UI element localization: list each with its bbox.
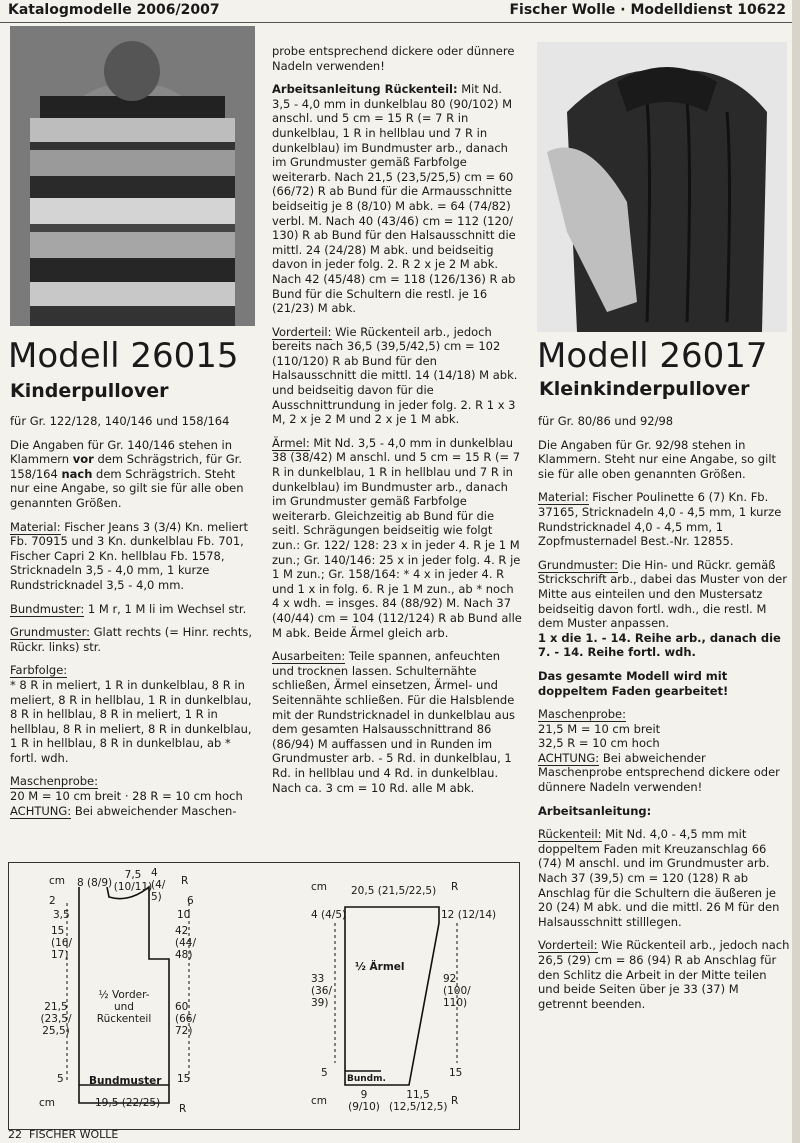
d2-l33: 33 (36/ 39) bbox=[311, 973, 332, 1009]
model2-note: Die Angaben für Gr. 92/98 stehen in Klammern. Steht nur eine Angabe, so gilt sie für alle oben genannten Größen. bbox=[538, 437, 777, 481]
model2-sizes: für Gr. 80/86 und 92/98 bbox=[538, 414, 674, 428]
model2-achtung: ACHTUNG: Bei abweichender Maschenprobe entsprechend dickere oder dünnere Nadeln verwenden! bbox=[538, 750, 780, 795]
model1-maschenprobe: Maschenprobe: bbox=[10, 774, 98, 789]
model1-note: Die Angaben für Gr. 140/146 stehen in Klammern vor dem Schrägstrich, für Gr. 158/164 nach dem Schrägstrich. Steht nur eine Angabe, so gilt sie für alle oben genannten Größen. bbox=[10, 437, 244, 510]
model2-maschen1: 21,5 M = 10 cm breit bbox=[538, 721, 661, 736]
model2-title: Modell 26017 bbox=[537, 336, 768, 376]
model2-column-right bbox=[538, 414, 790, 1020]
d2-r-bottom: R bbox=[451, 1095, 459, 1107]
d2-l4: 4 (4/5) bbox=[311, 909, 347, 921]
d2-piece-label: ½ Ärmel bbox=[355, 961, 405, 973]
d1-neck-height: 4 (4/ 5) bbox=[151, 867, 166, 903]
page-edge bbox=[792, 0, 800, 1143]
d1-piece-label: ½ Vorder- und Rückenteil bbox=[96, 989, 152, 1025]
model1-sizes: für Gr. 122/128, 140/146 und 158/164 bbox=[10, 414, 230, 428]
photo-kinderpullover bbox=[10, 26, 255, 326]
d1-r15: 15 bbox=[177, 1073, 191, 1085]
d2-band-label: Bundm. bbox=[347, 1074, 386, 1084]
model2-material: Material: Fischer Poulinette 6 (7) Kn. Fb. 37165, Stricknadeln 4,0 - 4,5 mm, 1 kurze Rundstricknadel 4,0 - 4,5 mm, 1 Zopfmusternadel Best.-Nr. 12855. bbox=[538, 490, 782, 549]
model2-reihe: 1 x die 1. - 14. Reihe arb., danach die 7. - 14. Reihe fortl. wdh. bbox=[538, 630, 781, 660]
d1-r42: 42 (44/ 48) bbox=[175, 925, 196, 961]
model2-grundmuster: Grundmuster: Die Hin- und Rückr. gemäß Strickschrift arb., dabei das Muster von der Mitte aus einteilen und den Mustersatz beidseitig davon fortl. wdh., die restl. M dem Muster anpassen. bbox=[538, 557, 787, 631]
d2-bottom-115: 11,5 (12,5/12,5) bbox=[389, 1089, 448, 1113]
model1-column-middle bbox=[272, 44, 522, 804]
d1-l215: 21,5 (23,5/ 25,5) bbox=[40, 1001, 72, 1037]
model1-rueckenteil: Arbeitsanleitung Rückenteil: Mit Nd. 3,5 - 4,0 mm in dunkelblau 80 (90/102) M anschl. und 5 cm = 15 R (= 7 R in dunkelblau, 1 R in hellblau und 7 R in dunkelblau) im Bundmuster arb., danach im Grundmuster gemäß Farbfolge weiterarb. Nach 21,5 (23,5/25,5) cm = 60 (66/72) R ab Bund für die Armausschnitte beidseitig je 8 (8/10) M abk. = 64 (74/82) verbl. M. Nach 40 (43/46) cm = 112 (120/ 130) R ab Bund für den Halsausschnitt die mittl. 24 (24/28) M abk. und beidseitig davon in jeder folg. 2. R 2 x je 2 M abk. Nach 42 (45/48) cm = 118 (126/136) R ab Bund für die Schultern die restl. je 16 (21/23) M abk. bbox=[272, 82, 516, 316]
d1-r-bottom: R bbox=[179, 1103, 187, 1115]
stripes bbox=[30, 96, 235, 326]
model1-subtitle: Kinderpullover bbox=[10, 380, 169, 402]
model1-aermel: Ärmel: Mit Nd. 3,5 - 4,0 mm in dunkelblau 38 (38/42) M anschl. und 5 cm = 15 R (= 7 R in dunkelblau, 1 R in hellblau und 7 R in dunkelblau) im Bundmuster arb., danach im Grundmuster gemäß Farbfolge weiterarb. Gleichzeitig ab Bund für die seitl. Schrägungen beidseitig wie folgt zun.: Gr. 122/ 128: 23 x in jeder 4. R je 1 M zun.; Gr. 140/146: 25 x in jeder folg. 4. R je 1 M zun.; Gr. 158/164: * 4 x in jeder 4. R und 1 x in folg. 6. R je 1 M zun., ab * noch 4 x wdh. = insges. 84 (88/92) M. Nach 37 (40/44) cm = 104 (112/124) R ab Bund alle M abk. Beide Ärmel gleich arb. bbox=[272, 435, 522, 640]
d1-l5: 5 bbox=[57, 1073, 64, 1085]
d1-cm-bottom: cm bbox=[39, 1097, 56, 1109]
model2-doppelt: Das gesamte Modell wird mit doppeltem Faden gearbeitet! bbox=[538, 668, 729, 698]
d2-r15: 15 bbox=[449, 1067, 463, 1079]
header-service: Fischer Wolle · Modelldienst 10622 bbox=[509, 2, 786, 18]
model1-ausarbeiten: Ausarbeiten: Teile spannen, anfeuchten und trocknen lassen. Schulternähte schließen, Ärmel einsetzen, Ärmel- und Seitennähte schließen. Für die Halsblende mit der Rundstricknadel in dunkelblau aus dem gesamten Halsausschnittrand 86 (86/94) M auffassen und in Runden im Grundmuster arb. - 5 Rd. in dunkelblau, 1 Rd. in hellblau und 4 Rd. in dunkelblau. Nach ca. 3 cm = 10 Rd. alle M abk. bbox=[272, 649, 515, 795]
model1-farbfolge: Farbfolge: bbox=[10, 663, 68, 678]
d1-band-label: Bundmuster bbox=[89, 1075, 162, 1087]
d2-bottom-9: 9 (9/10) bbox=[348, 1089, 380, 1113]
d1-neck-width: 7,5 (10/11) bbox=[113, 869, 153, 893]
d2-l5: 5 bbox=[321, 1067, 328, 1079]
model2-subtitle: Kleinkinderpullover bbox=[539, 378, 750, 400]
schematic-diagram-box bbox=[8, 862, 520, 1130]
model1-material: Material: Fischer Jeans 3 (3/4) Kn. meliert Fb. 70915 und 3 Kn. dunkelblau Fb. 701, Fischer Capri 2 Kn. hellblau Fb. 1578, Stricknadeln 3,5 - 4,0 mm, 1 kurze Rundstricknadel 3,5 - 4,0 mm. bbox=[10, 519, 248, 592]
d1-r-top: R bbox=[181, 875, 189, 887]
model2-maschen2: 32,5 R = 10 cm hoch bbox=[538, 736, 660, 751]
photo-kleinkinderpullover bbox=[537, 42, 787, 332]
header-catalog: Katalogmodelle 2006/2007 bbox=[8, 2, 220, 18]
page-footer: 22 FISCHER WOLLE bbox=[8, 1128, 119, 1141]
d1-r60: 60 (66/ 72) bbox=[175, 1001, 196, 1037]
d2-top-width: 20,5 (21,5/22,5) bbox=[351, 885, 437, 897]
model1-achtung: ACHTUNG: Bei abweichender Maschen- bbox=[10, 803, 237, 818]
model1-achtung-cont: probe entsprechend dickere oder dünnere Nadeln verwenden! bbox=[272, 44, 515, 73]
d2-cm-bottom: cm bbox=[311, 1095, 328, 1107]
d2-cm-top: cm bbox=[311, 881, 328, 893]
d2-r92: 92 (100/ 110) bbox=[443, 973, 471, 1009]
d1-r6: 6 bbox=[187, 895, 194, 907]
cardigan-illustration bbox=[537, 42, 787, 332]
d1-l2: 2 bbox=[49, 895, 56, 907]
model1-title: Modell 26015 bbox=[8, 336, 239, 376]
model1-bundmuster: Bundmuster: 1 M r, 1 M li im Wechsel str. bbox=[10, 601, 247, 616]
d1-r10: 10 bbox=[177, 909, 191, 921]
model1-column-left bbox=[10, 414, 255, 827]
model2-maschenprobe: Maschenprobe: bbox=[538, 707, 626, 722]
header-rule bbox=[0, 22, 792, 23]
d1-top-width: 8 (8/9) bbox=[77, 877, 113, 889]
pullover-illustration bbox=[10, 26, 255, 326]
d2-r-top: R bbox=[451, 881, 459, 893]
model1-maschenprobe-text: 20 M = 10 cm breit · 28 R = 10 cm hoch bbox=[10, 789, 243, 804]
model1-grundmuster: Grundmuster: Glatt rechts (= Hinr. rechts, Rückr. links) str. bbox=[10, 625, 252, 654]
d1-l15: 15 (16/ 17) bbox=[51, 925, 72, 961]
model1-vorderteil: Vorderteil: Wie Rückenteil arb., jedoch bereits nach 36,5 (39,5/42,5) cm = 102 (110/120) R ab Bund für den Halsausschnitt die mittl. 14 (14/18) M abk. und beidseitig davon für die Ausschnittrundung in jeder folg. 2. R 1 x 3 M, 2 x je 2 M und 2 x je 1 M abk. bbox=[272, 324, 518, 427]
model2-rueckenteil: Rückenteil: Mit Nd. 4,0 - 4,5 mm mit doppeltem Faden mit Kreuzanschlag 66 (74) M anschl. und im Grundmuster arb. Nach 37 (39,5) cm = 120 (128) R ab Anschlag für die Schultern die äußeren je 20 (24) M abk. und die mittl. 26 M für den Halsausschnitt stilllegen. bbox=[538, 827, 780, 929]
model2-vorderteil: Vorderteil: Wie Rückenteil arb., jedoch nach 26,5 (29) cm = 86 (94) R ab Anschlag für den Schlitz die Arbeit in der Mitte teilen und beide Seiten über je 33 (37) M getrennt beenden. bbox=[538, 938, 790, 1011]
d2-r12: 12 (12/14) bbox=[441, 909, 497, 921]
model1-farbfolge-text: * 8 R in meliert, 1 R in dunkelblau, 8 R in meliert, 8 R in hellblau, 1 R in dunkelblau, 8 R in hellblau, 8 R in meliert, 1 R in hellblau, 8 R in meliert, 8 R in dunkelblau, 1 R in hellblau, 8 R in dunkelblau, ab * fortl. wdh. bbox=[10, 677, 252, 765]
d1-cm-top: cm bbox=[49, 875, 66, 887]
d1-l35: 3,5 bbox=[53, 909, 70, 921]
model2-anleitung: Arbeitsanleitung: bbox=[538, 803, 652, 818]
d1-bottom-width: 19,5 (22/25) bbox=[95, 1097, 161, 1109]
